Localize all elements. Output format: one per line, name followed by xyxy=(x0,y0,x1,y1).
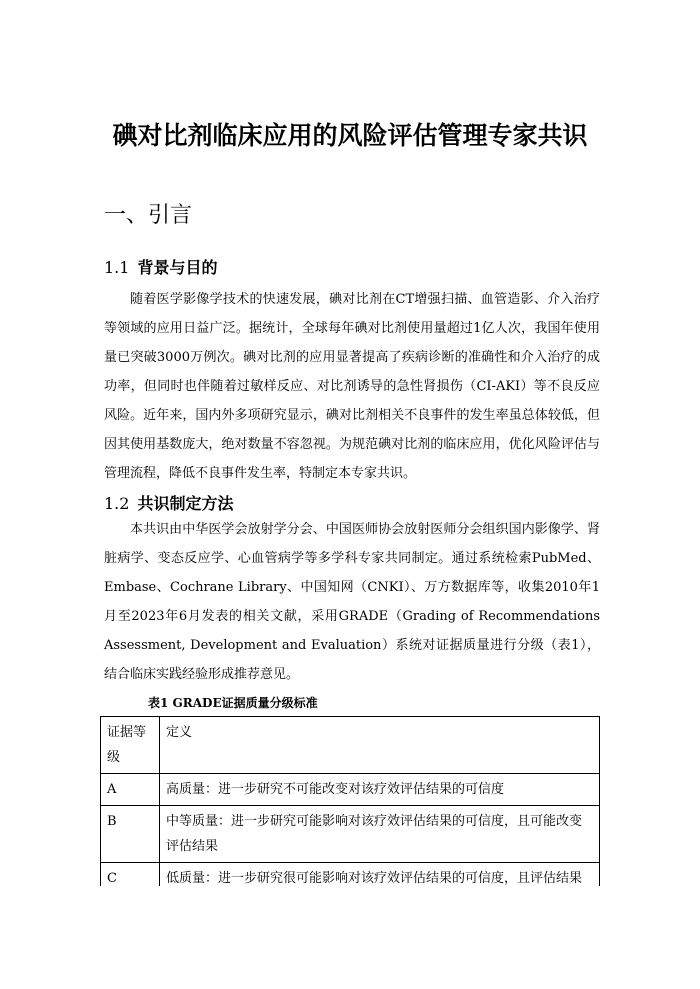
table-header-cell: 证据等级 xyxy=(101,717,160,774)
method-paragraph: 本共识由中华医学会放射学分会、中国医师协会放射医师分会组织国内影像学、肾脏病学、变态反应学、心血管病学等多学科专家共同制定。通过系统检索PubMed、Embase、Cochrane Library、中国知网（CNKI）、万方数据库等，收集2010年1月至2023年6月发表的相关文献，采用GRADE（Grading of Recommendations Assessment, Development and Evaluation）系统对证据质量进行分级（表1），结合临床实践经验形成推荐意见。 xyxy=(104,522,600,682)
subsection-number: 1.2 xyxy=(104,494,130,513)
background-paragraph: 随着医学影像学技术的快速发展，碘对比剂在CT增强扫描、血管造影、介入治疗等领域的应用日益广泛。据统计，全球每年碘对比剂使用量超过1亿人次，我国年使用量已突破3000万例次。碘对比剂的应用显著提高了疾病诊断的准确性和介入治疗的成功率，但同时也伴随着过敏样反应、对比剂诱导的急性肾损伤（CI-AKI）等不良反应风险。近年来，国内外多项研究显示，碘对比剂相关不良事件的发生率虽总体较低，但因其使用基数庞大，绝对数量不容忽视。为规范碘对比剂的临床应用，优化风险评估与管理流程，降低不良事件发生率，特制定本专家共识。 xyxy=(104,292,600,481)
table-cell-definition: 高质量：进一步研究不可能改变对该疗效评估结果的可信度 xyxy=(160,774,600,806)
subsection-heading-method xyxy=(104,492,233,516)
table-header-cell: 定义 xyxy=(160,717,600,774)
table-cell-definition: 低质量：进一步研究很可能影响对该疗效评估结果的可信度，且评估结果 xyxy=(160,863,600,920)
table-cell-level: C xyxy=(101,863,160,920)
table-header-row xyxy=(101,717,600,774)
table-caption: 表1 GRADE证据质量分级标准 xyxy=(148,696,318,710)
table-row xyxy=(101,774,600,806)
page-bottom-margin xyxy=(0,886,700,989)
subsection-title: 共识制定方法 xyxy=(137,494,234,513)
table-cell-level: A xyxy=(101,774,160,806)
subsection-heading-background xyxy=(104,256,217,280)
document-title: 碘对比剂临床应用的风险评估管理专家共识 xyxy=(112,121,588,150)
table-cell-definition: 中等质量：进一步研究可能影响对该疗效评估结果的可信度，且可能改变评估结果 xyxy=(160,806,600,863)
table-cell-level: B xyxy=(101,806,160,863)
section-heading-introduction: 一、引言 xyxy=(104,203,193,228)
subsection-number: 1.1 xyxy=(104,258,130,277)
subsection-title: 背景与目的 xyxy=(137,258,218,277)
table-row xyxy=(101,806,600,863)
